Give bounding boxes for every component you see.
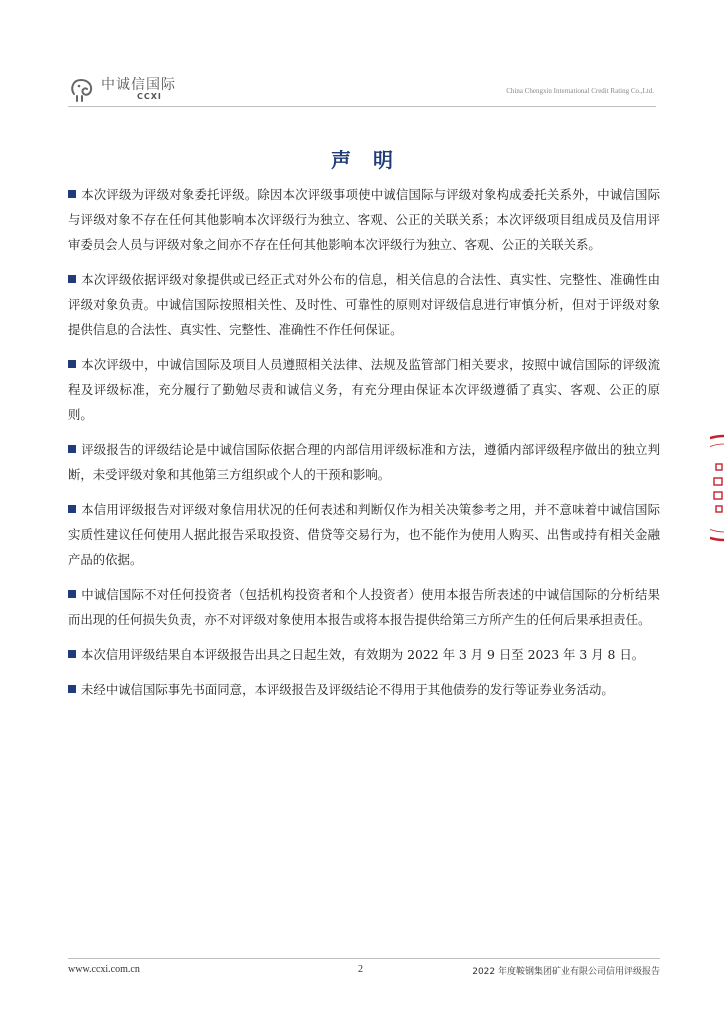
statement-item — [68, 497, 660, 572]
elephant-logo-icon — [68, 74, 98, 104]
statement-list — [68, 182, 660, 712]
statement-text: 本次评级中，中诚信国际及项目人员遵照相关法律、法规及监管部门相关要求，按照中诚信国际的评级流程及评级标准，充分履行了勤勉尽责和诚信义务，有充分理由保证本次评级遵循了真实、客观、公正的原则。 — [68, 357, 660, 422]
footer-website: www.ccxi.com.cn — [68, 964, 140, 975]
statement-text: 本次信用评级结果自本评级报告出具之日起生效，有效期为 2022 年 3 月 9 日至 2023 年 3 月 8 日。 — [81, 647, 645, 662]
statement-text: 本次评级依据评级对象提供或已经正式对外公布的信息，相关信息的合法性、真实性、完整性、准确性由评级对象负责。中诚信国际按照相关性、及时性、可靠性的原则对评级信息进行审慎分析，但对于评级对象提供信息的合法性、真实性、完整性、准确性不作任何保证。 — [68, 272, 660, 337]
square-bullet-icon — [68, 590, 76, 598]
logo-chinese-name: 中诚信国际 — [101, 76, 176, 93]
square-bullet-icon — [68, 360, 76, 368]
square-bullet-icon — [68, 275, 76, 283]
statement-item — [68, 437, 660, 487]
company-english-name: China Chengxin International Credit Rating Co.,Ltd. — [506, 87, 654, 95]
statement-item — [68, 677, 660, 702]
statement-text: 中诚信国际不对任何投资者（包括机构投资者和个人投资者）使用本报告所表述的中诚信国际的分析结果而出现的任何损失负责，亦不对评级对象使用本报告或将本报告提供给第三方所产生的任何后果承担责任。 — [68, 587, 660, 627]
statement-item — [68, 182, 660, 257]
statement-item — [68, 582, 660, 632]
statement-item — [68, 267, 660, 342]
red-seal-stamp — [710, 432, 724, 544]
square-bullet-icon — [68, 685, 76, 693]
square-bullet-icon — [68, 190, 76, 198]
page-title: 声明 — [331, 148, 415, 172]
statement-text: 本次评级为评级对象委托评级。除因本次评级事项使中诚信国际与评级对象构成委托关系外，中诚信国际与评级对象不存在任何其他影响本次评级行为独立、客观、公正的关联关系；本次评级项目组成员及信用评审委员会人员与评级对象之间亦不存在任何其他影响本次评级行为独立、客观、公正的关联关系。 — [68, 187, 660, 252]
logo-english-name: CCXI — [137, 91, 162, 101]
page-header — [68, 72, 656, 107]
square-bullet-icon — [68, 505, 76, 513]
statement-text: 未经中诚信国际事先书面同意，本评级报告及评级结论不得用于其他债券的发行等证券业务活动。 — [81, 682, 614, 697]
ccxi-logo — [68, 74, 176, 104]
square-bullet-icon — [68, 650, 76, 658]
statement-text: 本信用评级报告对评级对象信用状况的任何表述和判断仅作为相关决策参考之用，并不意味着中诚信国际实质性建议任何使用人据此报告采取投资、借贷等交易行为，也不能作为使用人购买、出售或持有相关金融产品的依据。 — [68, 502, 660, 567]
seal-stamp-icon — [710, 432, 724, 544]
statement-text: 评级报告的评级结论是中诚信国际依据合理的内部信用评级标准和方法，遵循内部评级程序做出的独立判断，未受评级对象和其他第三方组织或个人的干预和影响。 — [68, 442, 660, 482]
statement-item — [68, 352, 660, 427]
footer-page-number: 2 — [358, 964, 363, 975]
statement-item — [68, 642, 660, 667]
footer-report-name: 2022 年度鞍钢集团矿业有限公司信用评级报告 — [472, 967, 660, 977]
page-footer — [68, 958, 660, 977]
square-bullet-icon — [68, 445, 76, 453]
